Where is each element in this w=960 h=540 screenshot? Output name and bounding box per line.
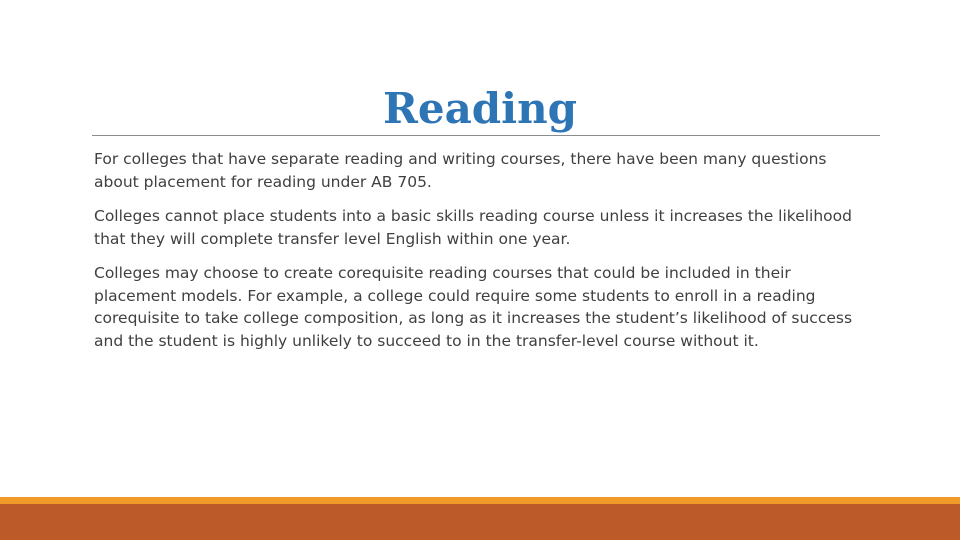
footer-accent-bar: [0, 497, 960, 504]
slide-title: Reading: [382, 84, 578, 133]
footer-band: [0, 504, 960, 540]
paragraph: Colleges may choose to create corequisite reading courses that could be included in their placement models. For example, a college could require some students to enroll in a reading corequisite to take college composition, as long as it increases the student’s likelihood of success and the student is highly unlikely to succeed to in the transfer-level course without it.: [94, 264, 853, 350]
paragraph: Colleges cannot place students into a basic skills reading course unless it increases the likelihood that they will complete transfer level English within one year.: [94, 207, 852, 248]
paragraph: For colleges that have separate reading and writing courses, there have been many questions about placement for reading under AB 705.: [94, 150, 827, 191]
title-divider: [92, 135, 880, 136]
slide-body: [94, 148, 869, 364]
